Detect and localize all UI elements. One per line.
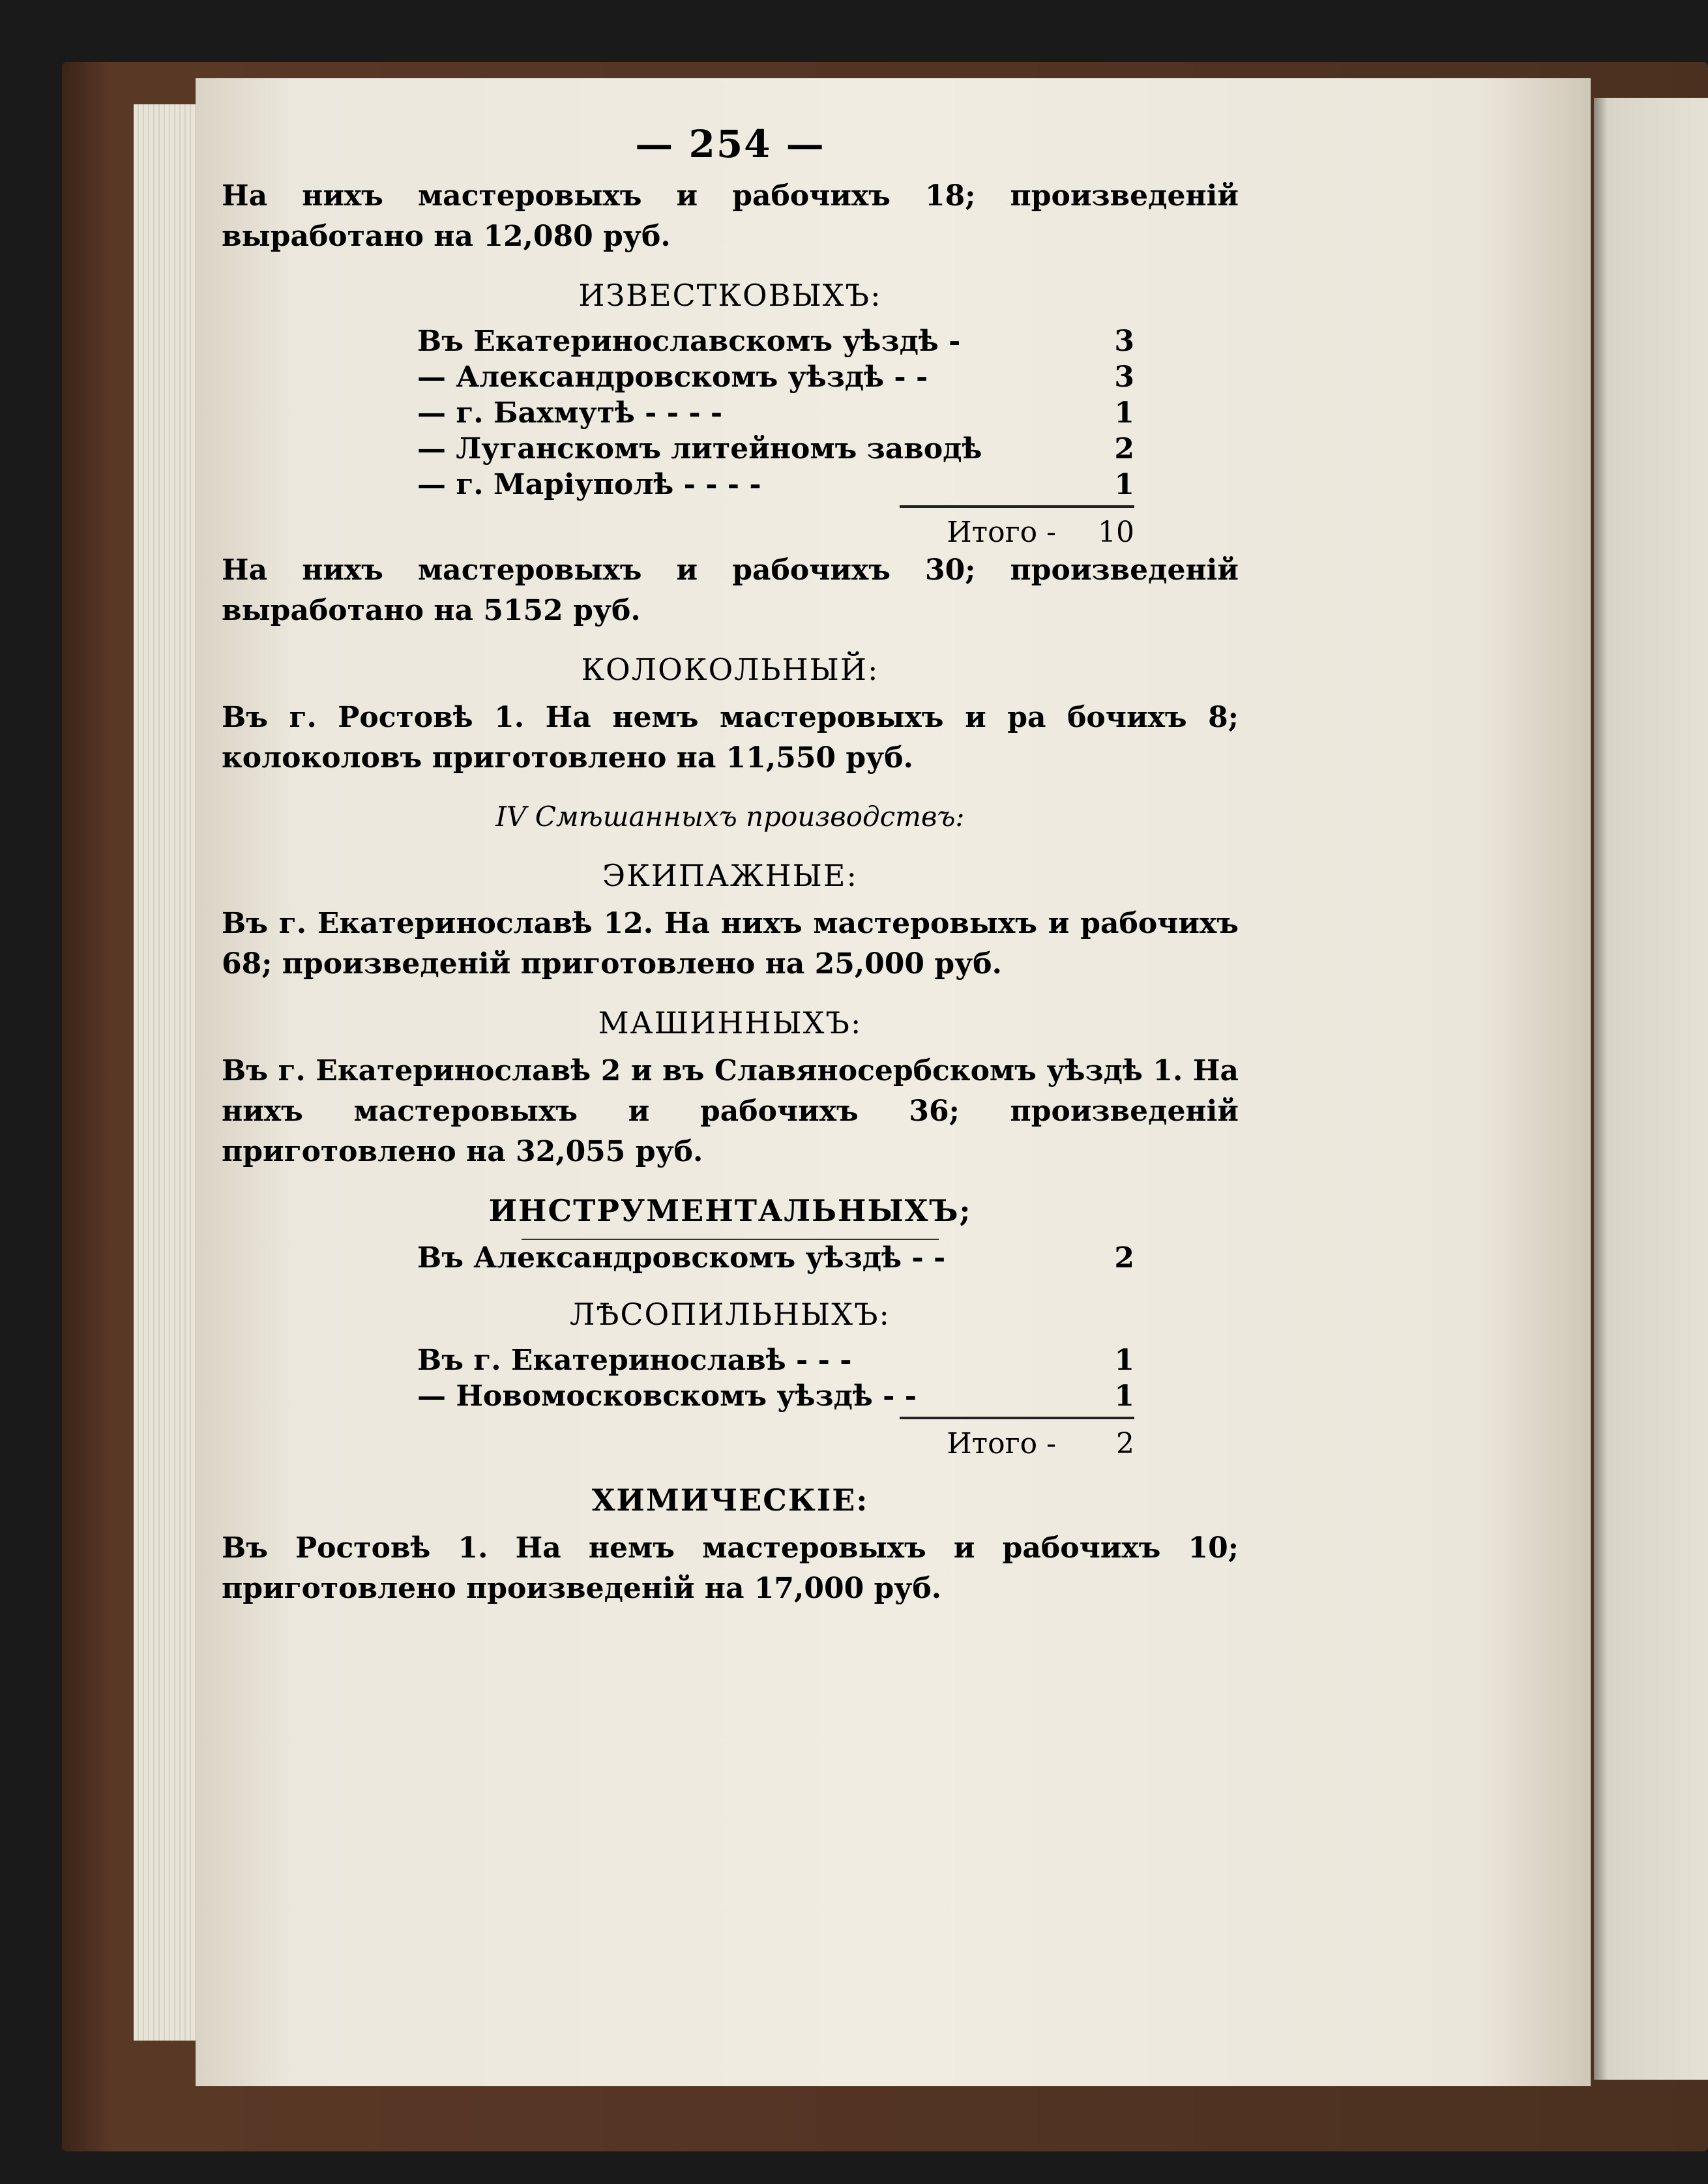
paragraph-intro: На нихъ мастеровыхъ и рабочихъ 18; произведеній выработано на 12,080 руб. <box>222 179 1239 253</box>
section-title-kolokolnyi: КОЛОКОЛЬНЫЙ: <box>581 652 879 687</box>
section-title-lesopilnyh: ЛѢСОПИЛЬНЫХЪ: <box>569 1297 891 1332</box>
row-value: 2 <box>1114 432 1134 465</box>
table-instrumentalnyh <box>417 1240 1134 1276</box>
facing-page <box>1594 98 1708 2080</box>
table-row <box>417 467 1134 503</box>
page-number: — 254 — <box>635 122 825 166</box>
row-value: 1 <box>1114 1380 1134 1413</box>
table-lesopilnyh <box>417 1342 1134 1462</box>
row-label: Въ Александровскомъ уѣздѣ - - <box>417 1241 946 1275</box>
total-rule <box>900 505 1134 508</box>
row-value: 3 <box>1114 325 1134 358</box>
table-row <box>417 1240 1134 1276</box>
section-title-izvestkovyh: ИЗВЕСТКОВЫХЪ: <box>578 278 882 313</box>
table-total <box>417 514 1134 550</box>
paragraph-mashinnyh: Въ г. Екатеринославѣ 2 и въ Славяносербскомъ уѣздѣ 1. На нихъ мастеровыхъ и рабочихъ 36; произведеній приготовлено на 32,055 руб. <box>222 1054 1239 1168</box>
total-value: 2 <box>1116 1427 1134 1460</box>
row-label: — г. Бахмутѣ - - - - <box>417 396 723 430</box>
row-label: — Александровскомъ уѣздѣ - - <box>417 361 928 394</box>
table-row <box>417 1342 1134 1378</box>
section-title-himicheskie: ХИМИЧЕСКІЕ: <box>591 1483 869 1518</box>
paragraph-himicheskie: Въ Ростовѣ 1. На немъ мастеровыхъ и рабочихъ 10; приготовлено произведеній на 17,000 руб. <box>222 1531 1239 1605</box>
section-title-mixed: IV Смѣшанныхъ производствъ: <box>495 801 965 833</box>
row-value: 1 <box>1114 468 1134 501</box>
section-title-instrumentalnyh: ИНСТРУМЕНТАЛЬНЫХЪ; <box>488 1193 972 1228</box>
total-label: Итого - <box>947 1427 1056 1460</box>
row-label: Въ г. Екатеринославѣ - - - <box>417 1344 852 1377</box>
table-row <box>417 323 1134 359</box>
row-value: 3 <box>1114 361 1134 394</box>
page-content <box>222 124 1239 1609</box>
table-row <box>417 431 1134 467</box>
section-title-mashinnyh: МАШИННЫХЪ: <box>598 1005 862 1040</box>
row-label: Въ Екатеринославскомъ уѣздѣ - <box>417 325 961 358</box>
total-value: 10 <box>1098 516 1134 549</box>
table-row <box>417 395 1134 431</box>
row-label: — Новомосковскомъ уѣздѣ - - <box>417 1380 917 1413</box>
row-value: 2 <box>1114 1241 1134 1275</box>
table-row <box>417 1378 1134 1414</box>
row-value: 1 <box>1114 396 1134 430</box>
paragraph-izvestkovyh: На нихъ мастеровыхъ и рабочихъ 30; произведеній выработано на 5152 руб. <box>222 553 1239 627</box>
total-label: Итого - <box>947 516 1056 549</box>
row-label: — г. Маріуполѣ - - - - <box>417 468 761 501</box>
row-label: — Луганскомъ литейномъ заводѣ <box>417 432 982 465</box>
total-rule <box>900 1417 1134 1419</box>
paragraph-ekipazhnye: Въ г. Екатеринославѣ 12. На нихъ мастеровыхъ и рабочихъ 68; произведеній приготовлено на 25,000 руб. <box>222 907 1239 981</box>
table-izvestkovyh <box>417 323 1134 550</box>
table-total <box>417 1426 1134 1462</box>
paragraph-kolokolnyi: Въ г. Ростовѣ 1. На немъ мастеровыхъ и ра бочихъ 8; колоколовъ приготовлено на 11,550 руб. <box>222 701 1239 775</box>
section-title-ekipazhnye: ЭКИПАЖНЫЕ: <box>602 858 858 893</box>
table-row <box>417 359 1134 395</box>
row-value: 1 <box>1114 1344 1134 1377</box>
